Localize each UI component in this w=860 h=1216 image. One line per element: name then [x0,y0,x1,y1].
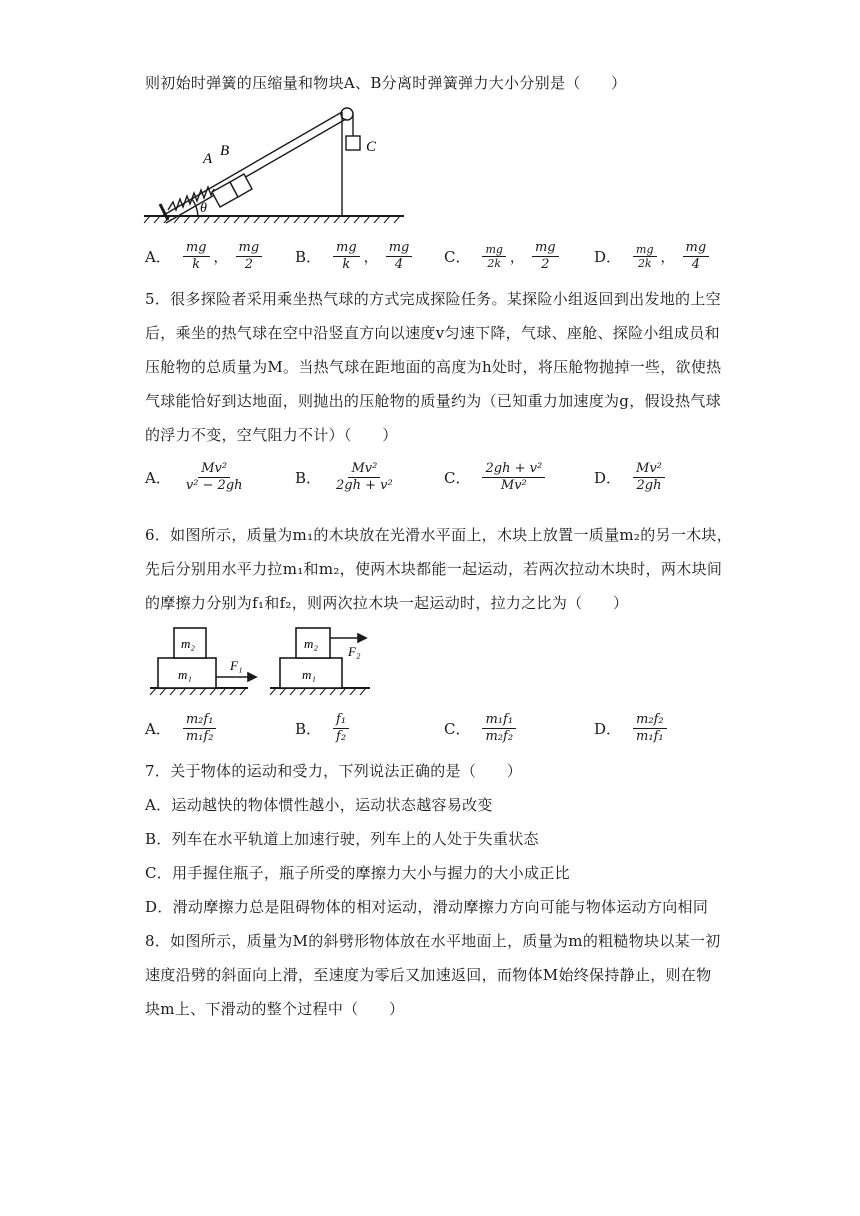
fraction: $\frac{\text{2gh + v²}}{\text{Mv²}}$ [482,461,545,495]
option-label: D． [594,248,622,267]
option-label: B． [295,469,322,488]
q7-option-a[interactable]: A．运动越快的物体惯性越小，运动状态越容易改变 [145,796,493,814]
fraction: $\frac{mg}{4}$ [386,240,413,274]
q8-line-3: 块m上、下滑动的整个过程中（ ） [145,1000,405,1018]
q7-stem: 7．关于物体的运动和受力，下列说法正确的是（ ） [145,762,523,780]
fraction: $\frac{\text{Mv²}}{2gh}$ [633,461,665,495]
q4-stem: 则初始时弹簧的压缩量和物块A、B分离时弹簧弹力大小分别是（ ） [145,74,627,92]
fraction: $\frac{\text{m₁f₁}}{\text{m₂f₂}}$ [482,712,516,746]
q4-option-a[interactable]: A． $\frac{mg}{k}$ ， $\frac{mg}{2}$ [145,240,264,274]
fraction: $\frac{mg}{2k}$ [633,243,656,272]
m2-label-right: m₂ [304,636,318,651]
fraction: $\frac{\text{Mv²}}{\text{v² − 2gh}}$ [185,461,243,494]
q6-option-b[interactable] [295,712,351,746]
label-a: A [203,151,213,167]
q5-line-4: 气球能恰好到达地面，则抛出的压舱物的质量约为（已知重力加速度为g，假设热气球 [145,392,722,410]
fraction: $\frac{mg}{k}$ [333,240,360,274]
fraction: $\frac{\text{m₂f₁}}{\text{m₁f₂}}$ [183,712,217,746]
q6-blocks-figure [148,622,378,702]
option-label: A． [145,720,171,739]
q5-line-5: 的浮力不变，空气阻力不计）（ ） [145,426,398,444]
q5-line-1: 5．很多探险者采用乘坐热气球的方式完成探险任务。某探险小组返回到出发地的上空 [145,290,721,308]
q6-line-2: 先后分别用水平力拉m₁和m₂，使两木块都能一起运动，若两次拉动木块时，两木块间 [145,560,723,578]
q4-option-d[interactable]: D． $\frac{mg}{2k}$ ， $\frac{mg}{4}$ [594,240,711,274]
option-label: B． [295,248,322,267]
fraction: $\frac{mg}{4}$ [683,240,710,274]
label-theta: θ [200,201,207,216]
q6-option-d[interactable] [594,712,669,746]
option-label: D． [594,469,622,488]
fraction: $\frac{\text{m₂f₂}}{\text{m₁f₁}}$ [633,712,667,746]
option-label: C． [444,248,471,267]
m2-label-left: m₂ [181,636,195,651]
q8-line-2: 速度沿劈的斜面向上滑，至速度为零后又加速返回，而物体M始终保持静止，则在物 [145,966,712,984]
option-label: B． [295,720,322,739]
q5-line-2: 后，乘坐的热气球在空中沿竖直方向以速度v匀速下降，气球、座舱、探险小组成员和 [145,324,720,342]
q5-line-3: 压舱物的总质量为M。当热气球在距地面的高度为h处时，将压舱物抛掉一些，欲使热 [145,358,722,376]
option-label: D． [594,720,622,739]
q5-option-d[interactable] [594,461,667,495]
q4-option-c[interactable]: C． $\frac{mg}{2k}$ ， $\frac{mg}{2}$ [444,240,561,274]
label-b: B [220,143,230,159]
q6-line-3: 的摩擦力分别为f₁和f₂，则两次拉木块一起运动时，拉力之比为（ ） [145,594,629,612]
option-label: C． [444,720,471,739]
q7-option-d[interactable]: D．滑动摩擦力总是阻碍物体的相对运动，滑动摩擦力方向可能与物体运动方向相同 [145,898,709,916]
q8-line-1: 8．如图所示，质量为M的斜劈形物体放在水平地面上，质量为m的粗糙物块以某一初 [145,932,721,950]
fraction: $\frac{mg}{2}$ [532,240,559,274]
q5-option-b[interactable] [295,461,398,495]
option-label: A． [145,248,171,267]
fraction: $\frac{\text{f₁}}{\text{f₂}}$ [333,712,349,746]
q6-line-1: 6．如图所示，质量为m₁的木块放在光滑水平面上，木块上放置一质量m₂的另一木块， [145,526,733,544]
option-label: A． [145,469,171,488]
label-c: C [366,139,377,155]
fraction: $\frac{mg}{2}$ [236,240,263,274]
f2-label: F₂ [348,644,361,659]
q4-incline-figure [140,106,410,224]
q6-option-a[interactable] [145,712,218,746]
fraction: $\frac{\text{Mv²}}{\text{2gh + v²}}$ [336,461,393,494]
q4-option-b[interactable]: B． $\frac{mg}{k}$ ， $\frac{mg}{4}$ [295,240,414,274]
f1-label: F₁ [230,658,243,673]
q5-option-c[interactable] [444,461,547,495]
fraction: $\frac{mg}{k}$ [183,240,210,274]
q6-option-c[interactable] [444,712,518,746]
m1-label-right: m₁ [302,667,316,682]
q7-option-b[interactable]: B．列车在水平轨道上加速行驶，列车上的人处于失重状态 [145,830,539,848]
q7-option-c[interactable]: C．用手握住瓶子，瓶子所受的摩擦力大小与握力的大小成正比 [145,864,570,882]
fraction: $\frac{mg}{2k}$ [482,243,505,272]
q5-option-a[interactable] [145,461,248,495]
option-label: C． [444,469,471,488]
m1-label-left: m₁ [178,667,192,682]
